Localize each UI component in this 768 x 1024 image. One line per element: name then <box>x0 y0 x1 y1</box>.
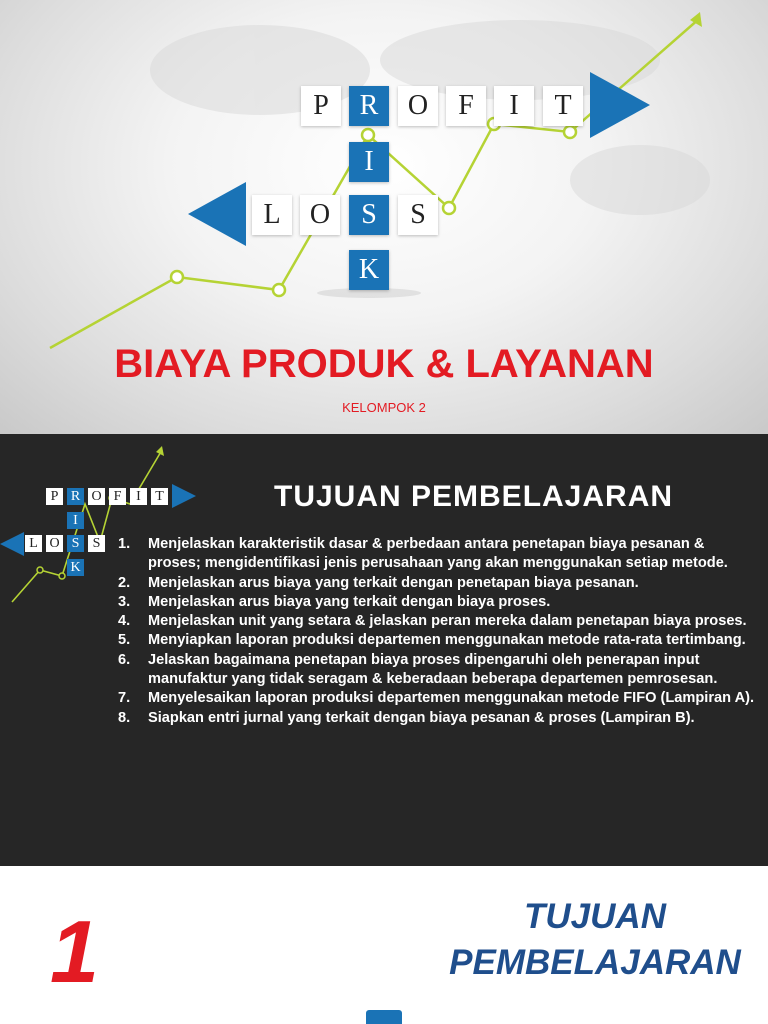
letter-tile: T <box>543 86 583 126</box>
list-item: 1. Menjelaskan karakteristik dasar & perbedaan antara penetapan biaya pesanan & proses; mengidentifikasi jenis perusahaan yang akan menggunakan setiap metode. <box>118 536 728 572</box>
slide-heading: TUJUAN PEMBELAJARAN <box>274 480 674 513</box>
letter-tile: S <box>67 535 84 552</box>
list-item: 5. Menyiapkan laporan produksi departemen menggunakan metode rata-rata tertimbang. <box>118 632 746 649</box>
blue-accent-tab <box>366 1010 402 1024</box>
letter-tile: O <box>398 86 438 126</box>
left-arrow-icon <box>0 532 24 556</box>
left-arrow-icon <box>188 182 246 246</box>
section-title-line: TUJUAN <box>524 897 666 936</box>
presentation-subtitle: KELOMPOK 2 <box>342 400 426 415</box>
letter-tile: O <box>300 195 340 235</box>
letter-tile: I <box>67 512 84 529</box>
letter-tile: I <box>130 488 147 505</box>
objectives-list <box>118 535 758 728</box>
section-number: 1 <box>50 902 99 1001</box>
letter-tile: P <box>301 86 341 126</box>
letter-tile: L <box>25 535 42 552</box>
letter-tile: R <box>349 86 389 126</box>
letter-tile: L <box>252 195 292 235</box>
letter-tile: I <box>494 86 534 126</box>
list-item: 4. Menjelaskan unit yang setara & jelaskan peran mereka dalam penetapan biaya proses. <box>118 613 747 630</box>
objectives-slide <box>0 434 768 866</box>
letter-tile: R <box>67 488 84 505</box>
right-arrow-icon <box>172 484 196 508</box>
title-slide <box>0 0 768 434</box>
section-slide <box>0 866 768 1024</box>
letter-tile: I <box>349 142 389 182</box>
letter-tile: S <box>398 195 438 235</box>
letter-tile: S <box>349 195 389 235</box>
presentation-title: BIAYA PRODUK & LAYANAN <box>114 342 654 386</box>
letter-tile: T <box>151 488 168 505</box>
letter-tile: S <box>88 535 105 552</box>
letter-tile: P <box>46 488 63 505</box>
list-item: 3. Menjelaskan arus biaya yang terkait dengan biaya proses. <box>118 593 551 610</box>
letter-tile: K <box>67 559 84 576</box>
letter-tile: F <box>109 488 126 505</box>
list-item: 8. Siapkan entri jurnal yang terkait dengan biaya pesanan & proses (Lampiran B). <box>118 709 695 726</box>
letter-tile: K <box>349 250 389 290</box>
list-item: 6. Jelaskan bagaimana penetapan biaya proses dipengaruhi oleh penerapan input manufaktur yang tidak seragam & keberadaan beberapa departemen pemrosesan. <box>118 651 718 688</box>
letter-tile: F <box>446 86 486 126</box>
letter-tile: O <box>46 535 63 552</box>
letter-tile: O <box>88 488 105 505</box>
section-title-line: PEMBELAJARAN <box>449 943 741 982</box>
section-title <box>420 894 768 986</box>
list-item: 7. Menyelesaikan laporan produksi departemen menggunakan metode FIFO (Lampiran A). <box>118 690 755 707</box>
list-item: 2. Menjelaskan arus biaya yang terkait dengan penetapan biaya pesanan. <box>118 574 639 591</box>
